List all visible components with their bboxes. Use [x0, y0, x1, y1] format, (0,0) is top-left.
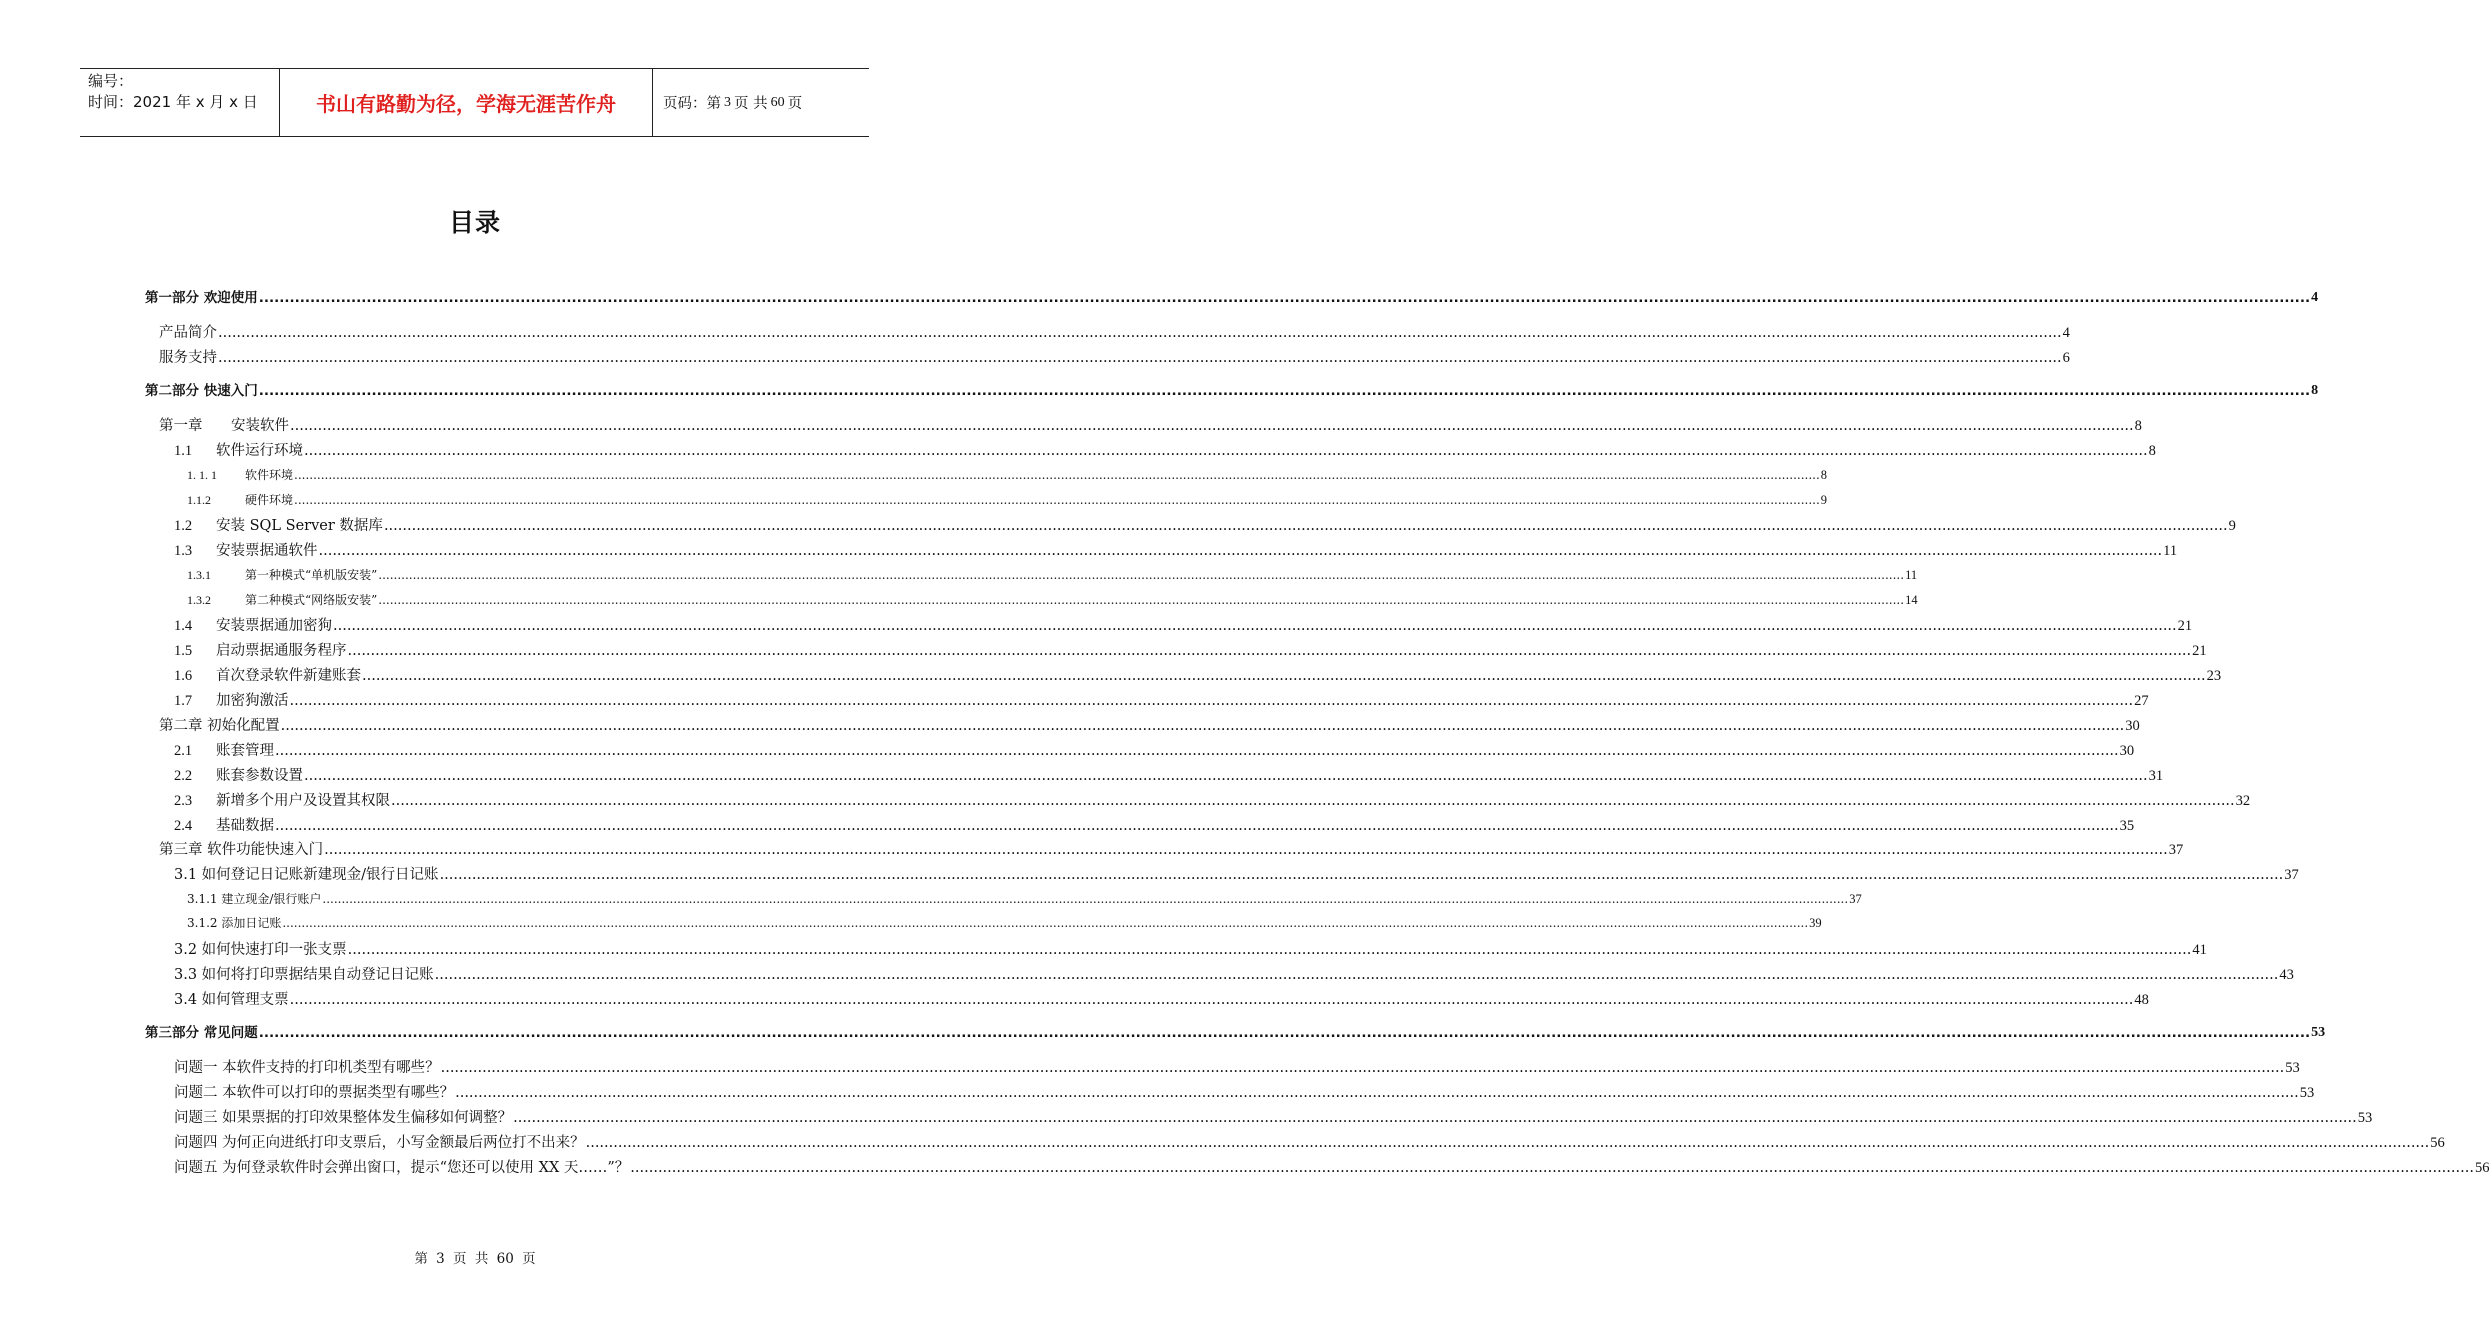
toc-leader-dots: ................................................................................................................................................................................................................................................................................................................................................................................................................ [218, 350, 2062, 366]
toc-entry[interactable] [187, 891, 1862, 907]
toc-entry-label [145, 382, 258, 400]
toc-entry-number: 1.6 [174, 668, 193, 684]
toc-entry-number: 1. 1. 1 [187, 468, 217, 482]
toc-leader-dots: ................................................................................................................................................................................................................................................................................................................................................................................................................ [378, 568, 1905, 582]
toc-entry[interactable] [145, 382, 2319, 400]
toc-entry-text: 软件运行环境 [216, 443, 303, 459]
toc-entry-page: 23 [2206, 668, 2222, 684]
toc-entry-label [187, 567, 377, 583]
toc-entry-page: 32 [2235, 793, 2251, 809]
toc-entry-label [174, 641, 347, 661]
toc-entry-text: 第二章 初始化配置 [159, 718, 280, 734]
toc-entry-number: 第一章 [159, 418, 203, 434]
toc-entry[interactable] [187, 915, 1822, 931]
toc-entry-text: 硬件环境 [245, 493, 294, 507]
toc-entry[interactable] [187, 467, 1828, 483]
toc-entry-text: 3.4 如何管理支票 [174, 992, 289, 1008]
toc-entry[interactable] [174, 441, 2156, 461]
toc-entry-text: 3.1 如何登记日记账新建现金/银行日记账 [174, 867, 439, 883]
toc-entry-text: 安装票据通软件 [216, 543, 318, 559]
toc-entry-text: 安装软件 [231, 418, 289, 434]
toc-entry-page: 4 [2311, 290, 2319, 305]
toc-entry-label [174, 1133, 585, 1153]
toc-leader-dots: ................................................................................................................................................................................................................................................................................................................................................................................................................ [434, 967, 2279, 983]
toc-entry-label [159, 840, 323, 860]
toc-entry-page: 9 [2228, 518, 2236, 534]
toc-leader-dots: ................................................................................................................................................................................................................................................................................................................................................................................................................ [275, 818, 2119, 834]
toc-entry-text: 第三部分 常见问题 [145, 1025, 258, 1041]
toc-entry-page: 31 [2148, 768, 2164, 784]
toc-leader-dots: ................................................................................................................................................................................................................................................................................................................................................................................................................ [378, 593, 1905, 607]
toc-leader-dots: ................................................................................................................................................................................................................................................................................................................................................................................................................ [383, 518, 2228, 534]
toc-entry-text: 问题四 为何正向进纸打印支票后，小写金额最后两位打不出来？ [174, 1135, 585, 1151]
toc-entry[interactable] [174, 1158, 2489, 1178]
toc-entry[interactable] [187, 492, 1828, 508]
number-label: 编号： [88, 72, 134, 90]
toc-entry-text: 账套管理 [216, 743, 274, 759]
toc-leader-dots: ................................................................................................................................................................................................................................................................................................................................................................................................................ [258, 290, 2311, 306]
toc-entry-label [174, 766, 303, 786]
toc-entry-text: 问题三 如果票据的打印效果整体发生偏移如何调整？ [174, 1110, 513, 1126]
toc-entry[interactable] [187, 592, 1918, 608]
toc-entry-page: 37 [2168, 842, 2184, 858]
toc-entry-label [174, 965, 434, 985]
page-mid: 页 共 [734, 96, 768, 112]
toc-entry-text: 服务支持 [159, 350, 217, 366]
toc-entry-text: 问题一 本软件支持的打印机类型有哪些？ [174, 1060, 440, 1076]
toc-entry[interactable] [174, 741, 2135, 761]
toc-entry-text: 安装票据通加密狗 [216, 618, 332, 634]
toc-entry-text: 首次登录软件新建账套 [216, 668, 361, 684]
toc-entry[interactable] [159, 416, 2142, 436]
toc-leader-dots: ................................................................................................................................................................................................................................................................................................................................................................................................................ [362, 668, 2206, 684]
toc-entry-text: 账套参数设置 [216, 768, 303, 784]
toc-entry-page: 14 [1905, 593, 1918, 607]
toc-entry-number: 1.3 [174, 543, 193, 559]
toc-leader-dots: ................................................................................................................................................................................................................................................................................................................................................................................................................ [630, 1160, 2474, 1176]
page-title: 目录 [448, 208, 501, 237]
toc-entry[interactable] [174, 766, 2164, 786]
toc-leader-dots: ................................................................................................................................................................................................................................................................................................................................................................................................................ [290, 418, 2134, 434]
time-label: 时间：2021 年 x 月 x 日 [88, 93, 258, 111]
toc-entry-label [174, 616, 332, 636]
toc-entry[interactable] [174, 965, 2294, 985]
toc-entry-label [187, 492, 293, 508]
toc-entry[interactable] [187, 567, 1918, 583]
toc-entry[interactable] [174, 616, 2193, 636]
toc-entry-number: 2.4 [174, 818, 193, 834]
toc-entry-label [174, 666, 361, 686]
toc-entry-page: 41 [2192, 942, 2207, 958]
toc-leader-dots: ................................................................................................................................................................................................................................................................................................................................................................................................................ [322, 892, 1849, 906]
toc-leader-dots: ................................................................................................................................................................................................................................................................................................................................................................................................................ [258, 1025, 2311, 1041]
toc-entry[interactable] [174, 990, 2149, 1010]
toc-leader-dots: ................................................................................................................................................................................................................................................................................................................................................................................................................ [347, 942, 2192, 958]
toc-entry[interactable] [159, 716, 2140, 736]
toc-leader-dots: ................................................................................................................................................................................................................................................................................................................................................................................................................ [455, 1085, 2299, 1101]
toc-entry-page: 8 [2311, 383, 2319, 398]
toc-leader-dots: ................................................................................................................................................................................................................................................................................................................................................................................................................ [333, 618, 2177, 634]
toc-entry[interactable] [174, 865, 2299, 885]
toc-entry-label [159, 416, 289, 436]
toc-entry-label [159, 323, 217, 343]
toc-leader-dots: ................................................................................................................................................................................................................................................................................................................................................................................................................ [347, 643, 2192, 659]
toc-entry-text: 启动票据通服务程序 [216, 643, 347, 659]
toc-leader-dots: ................................................................................................................................................................................................................................................................................................................................................................................................................ [282, 916, 1809, 930]
toc-entry-text: 安装 SQL Server 数据库 [216, 518, 383, 534]
toc-entry-label [174, 816, 274, 836]
toc-leader-dots: ................................................................................................................................................................................................................................................................................................................................................................................................................ [280, 718, 2125, 734]
toc-entry[interactable] [174, 691, 2149, 711]
toc-entry-page: 8 [2148, 443, 2156, 459]
toc-leader-dots: ................................................................................................................................................................................................................................................................................................................................................................................................................ [513, 1110, 2357, 1126]
toc-entry-number: 1.1.2 [187, 493, 211, 507]
toc-entry-page: 56 [2474, 1160, 2489, 1176]
toc-entry-label [174, 516, 383, 536]
toc-entry-text: 第一种模式“单机版安装” [245, 568, 378, 582]
toc-entry-number: 2.2 [174, 768, 193, 784]
toc-entry-text: 第一部分 欢迎使用 [145, 290, 258, 306]
toc-entry[interactable] [174, 641, 2207, 661]
toc-entry-page: 21 [2192, 643, 2207, 659]
toc-entry-label [174, 441, 303, 461]
toc-entry-page: 37 [1849, 892, 1862, 906]
toc-entry-page: 21 [2177, 618, 2193, 634]
toc-leader-dots: ................................................................................................................................................................................................................................................................................................................................................................................................................ [289, 992, 2134, 1008]
toc-entry-label [145, 289, 258, 307]
toc-leader-dots: ................................................................................................................................................................................................................................................................................................................................................................................................................ [275, 743, 2119, 759]
toc-entry[interactable] [159, 348, 2070, 368]
toc-entry-page: 53 [2285, 1060, 2300, 1076]
toc-entry[interactable] [145, 289, 2319, 307]
toc-entry-label [145, 1024, 258, 1042]
toc-entry-label [174, 691, 289, 711]
toc-leader-dots: ................................................................................................................................................................................................................................................................................................................................................................................................................ [294, 493, 1820, 507]
toc-entry[interactable] [159, 323, 2070, 343]
toc-entry-page: 43 [2279, 967, 2294, 983]
toc-entry-text: 新增多个用户及设置其权限 [216, 793, 390, 809]
toc-leader-dots: ................................................................................................................................................................................................................................................................................................................................................................................................................ [294, 468, 1820, 482]
toc-entry-text: 第三章 软件功能快速入门 [159, 842, 324, 858]
toc-entry-page: 48 [2134, 992, 2149, 1008]
toc-entry-number: 1.2 [174, 518, 193, 534]
toc-entry-text: 3.2 如何快速打印一张支票 [174, 942, 347, 958]
toc-entry-text: 问题二 本软件可以打印的票据类型有哪些？ [174, 1085, 455, 1101]
toc-entry-label [174, 940, 347, 960]
toc-entry-label [187, 592, 377, 608]
toc-entry-label [174, 741, 274, 761]
toc-entry-number: 1.5 [174, 643, 193, 659]
toc-entry-label [174, 541, 318, 561]
toc-entry-number: 1.7 [174, 693, 193, 709]
toc-entry-number: 2.3 [174, 793, 193, 809]
toc-entry-number: 1.4 [174, 618, 193, 634]
toc-leader-dots: ................................................................................................................................................................................................................................................................................................................................................................................................................ [391, 793, 2235, 809]
toc-leader-dots: ................................................................................................................................................................................................................................................................................................................................................................................................................ [289, 693, 2134, 709]
toc-entry-page: 56 [2430, 1135, 2445, 1151]
toc-leader-dots: ................................................................................................................................................................................................................................................................................................................................................................................................................ [439, 867, 2284, 883]
toc-entry-page: 9 [1820, 493, 1828, 507]
toc-entry[interactable] [174, 816, 2135, 836]
toc-leader-dots: ................................................................................................................................................................................................................................................................................................................................................................................................................ [304, 768, 2148, 784]
page-suffix: 页 [787, 96, 803, 112]
toc-entry[interactable] [174, 1133, 2445, 1153]
toc-entry-label [174, 791, 390, 811]
toc-entry-text: 3.1.2 添加日记账 [187, 916, 282, 930]
toc-entry-page: 53 [2299, 1085, 2315, 1101]
toc-entry-page: 11 [2163, 543, 2178, 559]
toc-entry-text: 软件环境 [245, 468, 294, 482]
toc-entry[interactable] [174, 1108, 2373, 1128]
toc-entry-text: 问题五 为何登录软件时会弹出窗口，提示“您还可以使用 XX 天……”？ [174, 1160, 630, 1176]
toc-entry-text: 产品简介 [159, 325, 217, 341]
toc-entry[interactable] [174, 1058, 2300, 1078]
toc-entry[interactable] [174, 541, 2178, 561]
toc-entry[interactable] [174, 516, 2236, 536]
header-meta [80, 69, 280, 136]
page-footer: 第 3 页 共 60 页 [414, 1251, 536, 1267]
toc-entry[interactable] [145, 1024, 2326, 1042]
toc-leader-dots: ................................................................................................................................................................................................................................................................................................................................................................................................................ [258, 383, 2311, 399]
toc-entry[interactable] [174, 666, 2222, 686]
toc-entry-text: 基础数据 [216, 818, 274, 834]
toc-entry-page: 53 [2311, 1025, 2326, 1040]
toc-entry[interactable] [159, 840, 2184, 860]
toc-leader-dots: ................................................................................................................................................................................................................................................................................................................................................................................................................ [440, 1060, 2285, 1076]
toc-entry-label [174, 1058, 440, 1078]
toc-entry-label [187, 915, 281, 931]
toc-entry-text: 加密狗激活 [216, 693, 289, 709]
toc-entry-number: 1.1 [174, 443, 193, 459]
toc-entry[interactable] [174, 1083, 2315, 1103]
toc-entry-page: 35 [2119, 818, 2135, 834]
toc-entry-page: 53 [2357, 1110, 2373, 1126]
page-prefix: 页码：第 [663, 96, 721, 112]
toc-entry-page: 30 [2119, 743, 2135, 759]
toc-leader-dots: ................................................................................................................................................................................................................................................................................................................................................................................................................ [585, 1135, 2430, 1151]
toc-entry-text: 3.3 如何将打印票据结果自动登记日记账 [174, 967, 434, 983]
page-current: 3 [724, 94, 731, 110]
page-header [80, 68, 869, 137]
toc-leader-dots: ................................................................................................................................................................................................................................................................................................................................................................................................................ [318, 543, 2163, 559]
toc-entry-page: 11 [1905, 568, 1918, 582]
toc-entry-label [174, 1108, 512, 1128]
toc-entry-label [159, 348, 217, 368]
toc-entry[interactable] [174, 791, 2251, 811]
toc-entry-page: 30 [2125, 718, 2140, 734]
toc-entry-page: 8 [1820, 468, 1828, 482]
header-motto: 书山有路勤为径，学海无涯苦作舟 [280, 69, 653, 136]
toc-entry-page: 39 [1809, 916, 1822, 930]
toc-leader-dots: ................................................................................................................................................................................................................................................................................................................................................................................................................ [218, 325, 2062, 341]
toc-entry-text: 第二部分 快速入门 [145, 383, 258, 399]
toc-entry-page: 6 [2062, 350, 2070, 366]
toc-entry-page: 8 [2134, 418, 2142, 434]
toc-entry-label [187, 467, 293, 483]
toc-entry-text: 3.1.1 建立现金/银行账户 [187, 892, 322, 906]
toc-entry-text: 第二种模式“网络版安装” [245, 593, 378, 607]
toc-entry-page: 37 [2284, 867, 2299, 883]
toc-entry-number: 1.3.2 [187, 593, 211, 607]
toc-entry-label [174, 1158, 629, 1178]
toc-entry-label [187, 891, 321, 907]
header-page-info [653, 69, 869, 136]
toc-entry-label [174, 1083, 454, 1103]
toc-entry-label [159, 716, 280, 736]
toc-entry-label [174, 865, 439, 885]
toc-leader-dots: ................................................................................................................................................................................................................................................................................................................................................................................................................ [324, 842, 2168, 858]
toc-entry-number: 2.1 [174, 743, 193, 759]
toc-leader-dots: ................................................................................................................................................................................................................................................................................................................................................................................................................ [304, 443, 2148, 459]
toc-entry-number: 1.3.1 [187, 568, 211, 582]
page-total: 60 [770, 94, 785, 110]
toc-entry[interactable] [174, 940, 2207, 960]
toc-entry-label [174, 990, 289, 1010]
toc-entry-page: 4 [2062, 325, 2070, 341]
toc-entry-page: 27 [2134, 693, 2149, 709]
